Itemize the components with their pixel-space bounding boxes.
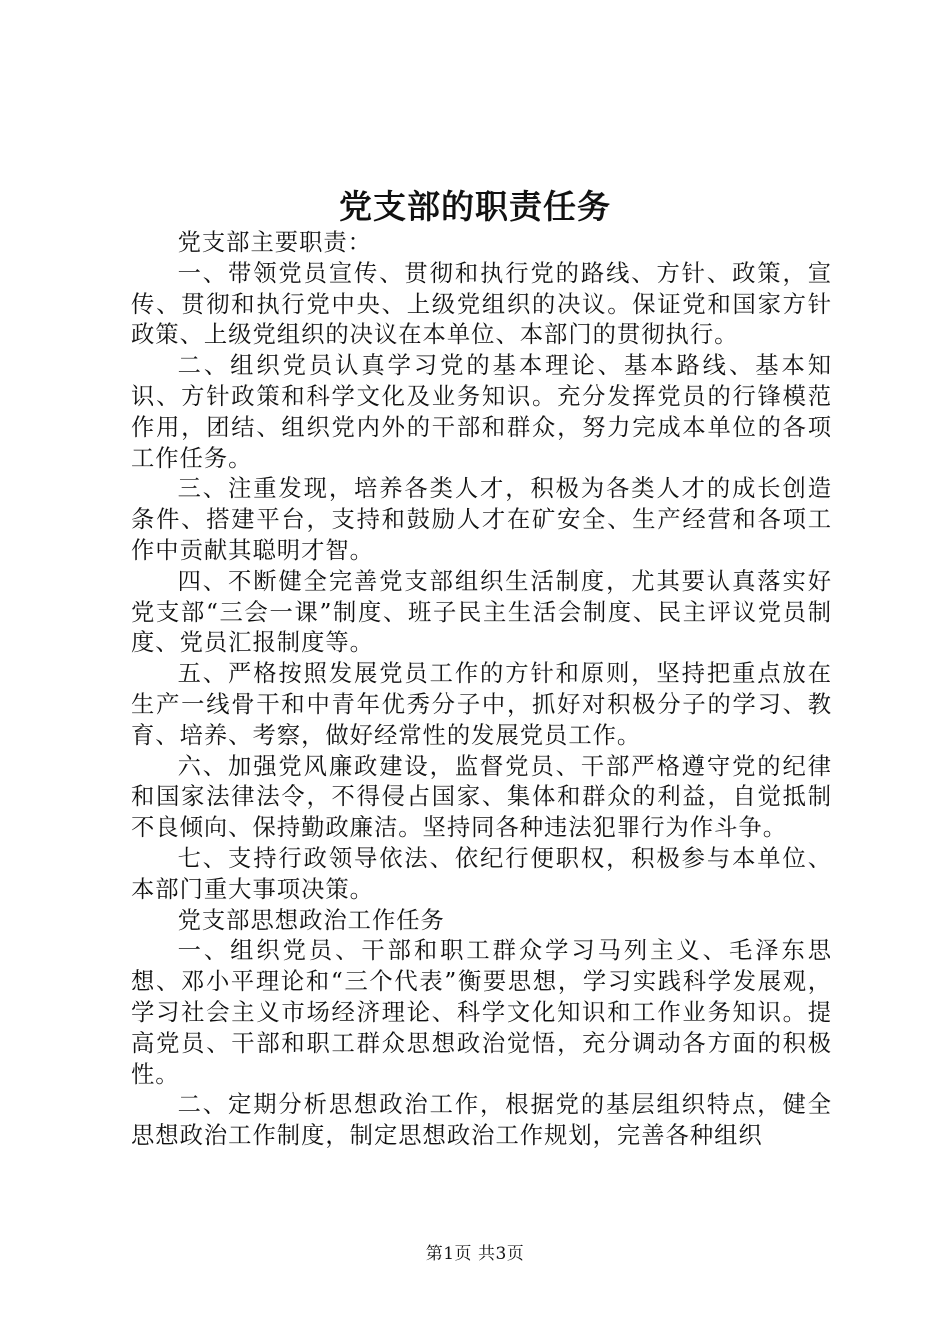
paragraph-task-1: 一、组织党员、干部和职工群众学习马列主义、毛泽东思想、邓小平理论和“三个代表”衡要思想，学习实践科学发展观，学习社会主义市场经济理论、科学文化知识和工作业务知识。提高党员、干部和职工群众思想政治觉悟，充分调动各方面的积极性。: [131, 937, 832, 1088]
paragraph-duty-6: 六、加强党风廉政建设，监督党员、干部严格遵守党的纪律和国家法律法令，不得侵占国家、集体和群众的利益，自觉抵制不良倾向、保持勤政廉洁。坚持同各种违法犯罪行为作斗争。: [131, 752, 832, 842]
paragraph-duties-heading: 党支部主要职责：: [177, 229, 372, 256]
page-number-footer: 第1页 共3页: [425, 1244, 525, 1264]
paragraph-duty-3: 三、注重发现，培养各类人才，积极为各类人才的成长创造条件、搭建平台，支持和鼓励人才在矿安全、生产经营和各项工作中贡献其聪明才智。: [131, 475, 832, 564]
paragraph-duty-1: 一、带领党员宣传、贯彻和执行党的路线、方针、政策，宣传、贯彻和执行党中央、上级党组织的决议。保证党和国家方针政策、上级党组织的决议在本单位、本部门的贯彻执行。: [131, 259, 832, 349]
document-body: [131, 228, 832, 1152]
paragraph-duty-5: 五、严格按照发展党员工作的方针和原则，坚持把重点放在生产一线骨干和中青年优秀分子中，抓好对积极分子的学习、教育、培养、考察，做好经常性的发展党员工作。: [131, 660, 832, 749]
paragraph-tasks-heading: 党支部思想政治工作任务: [177, 906, 445, 934]
document-title: 党支部的职责任务: [339, 187, 611, 226]
paragraph-duty-2: 二、组织党员认真学习党的基本理论、基本路线、基本知识、方针政策和科学文化及业务知识。充分发挥党员的行锋模范作用，团结、组织党内外的干部和群众，努力完成本单位的各项工作任务。: [131, 352, 832, 472]
paragraph-duty-7: 七、支持行政领导依法、依纪行便职权，积极参与本单位、本部门重大事项决策。: [131, 844, 832, 903]
paragraph-duty-4: 四、不断健全完善党支部组织生活制度，尤其要认真落实好党支部“三会一课”制度、班子民主生活会制度、民主评议党员制度、党员汇报制度等。: [131, 567, 832, 657]
paragraph-task-2: 二、定期分析思想政治工作，根据党的基层组织特点，健全思想政治工作制度，制定思想政治工作规划，完善各种组织: [131, 1091, 832, 1150]
